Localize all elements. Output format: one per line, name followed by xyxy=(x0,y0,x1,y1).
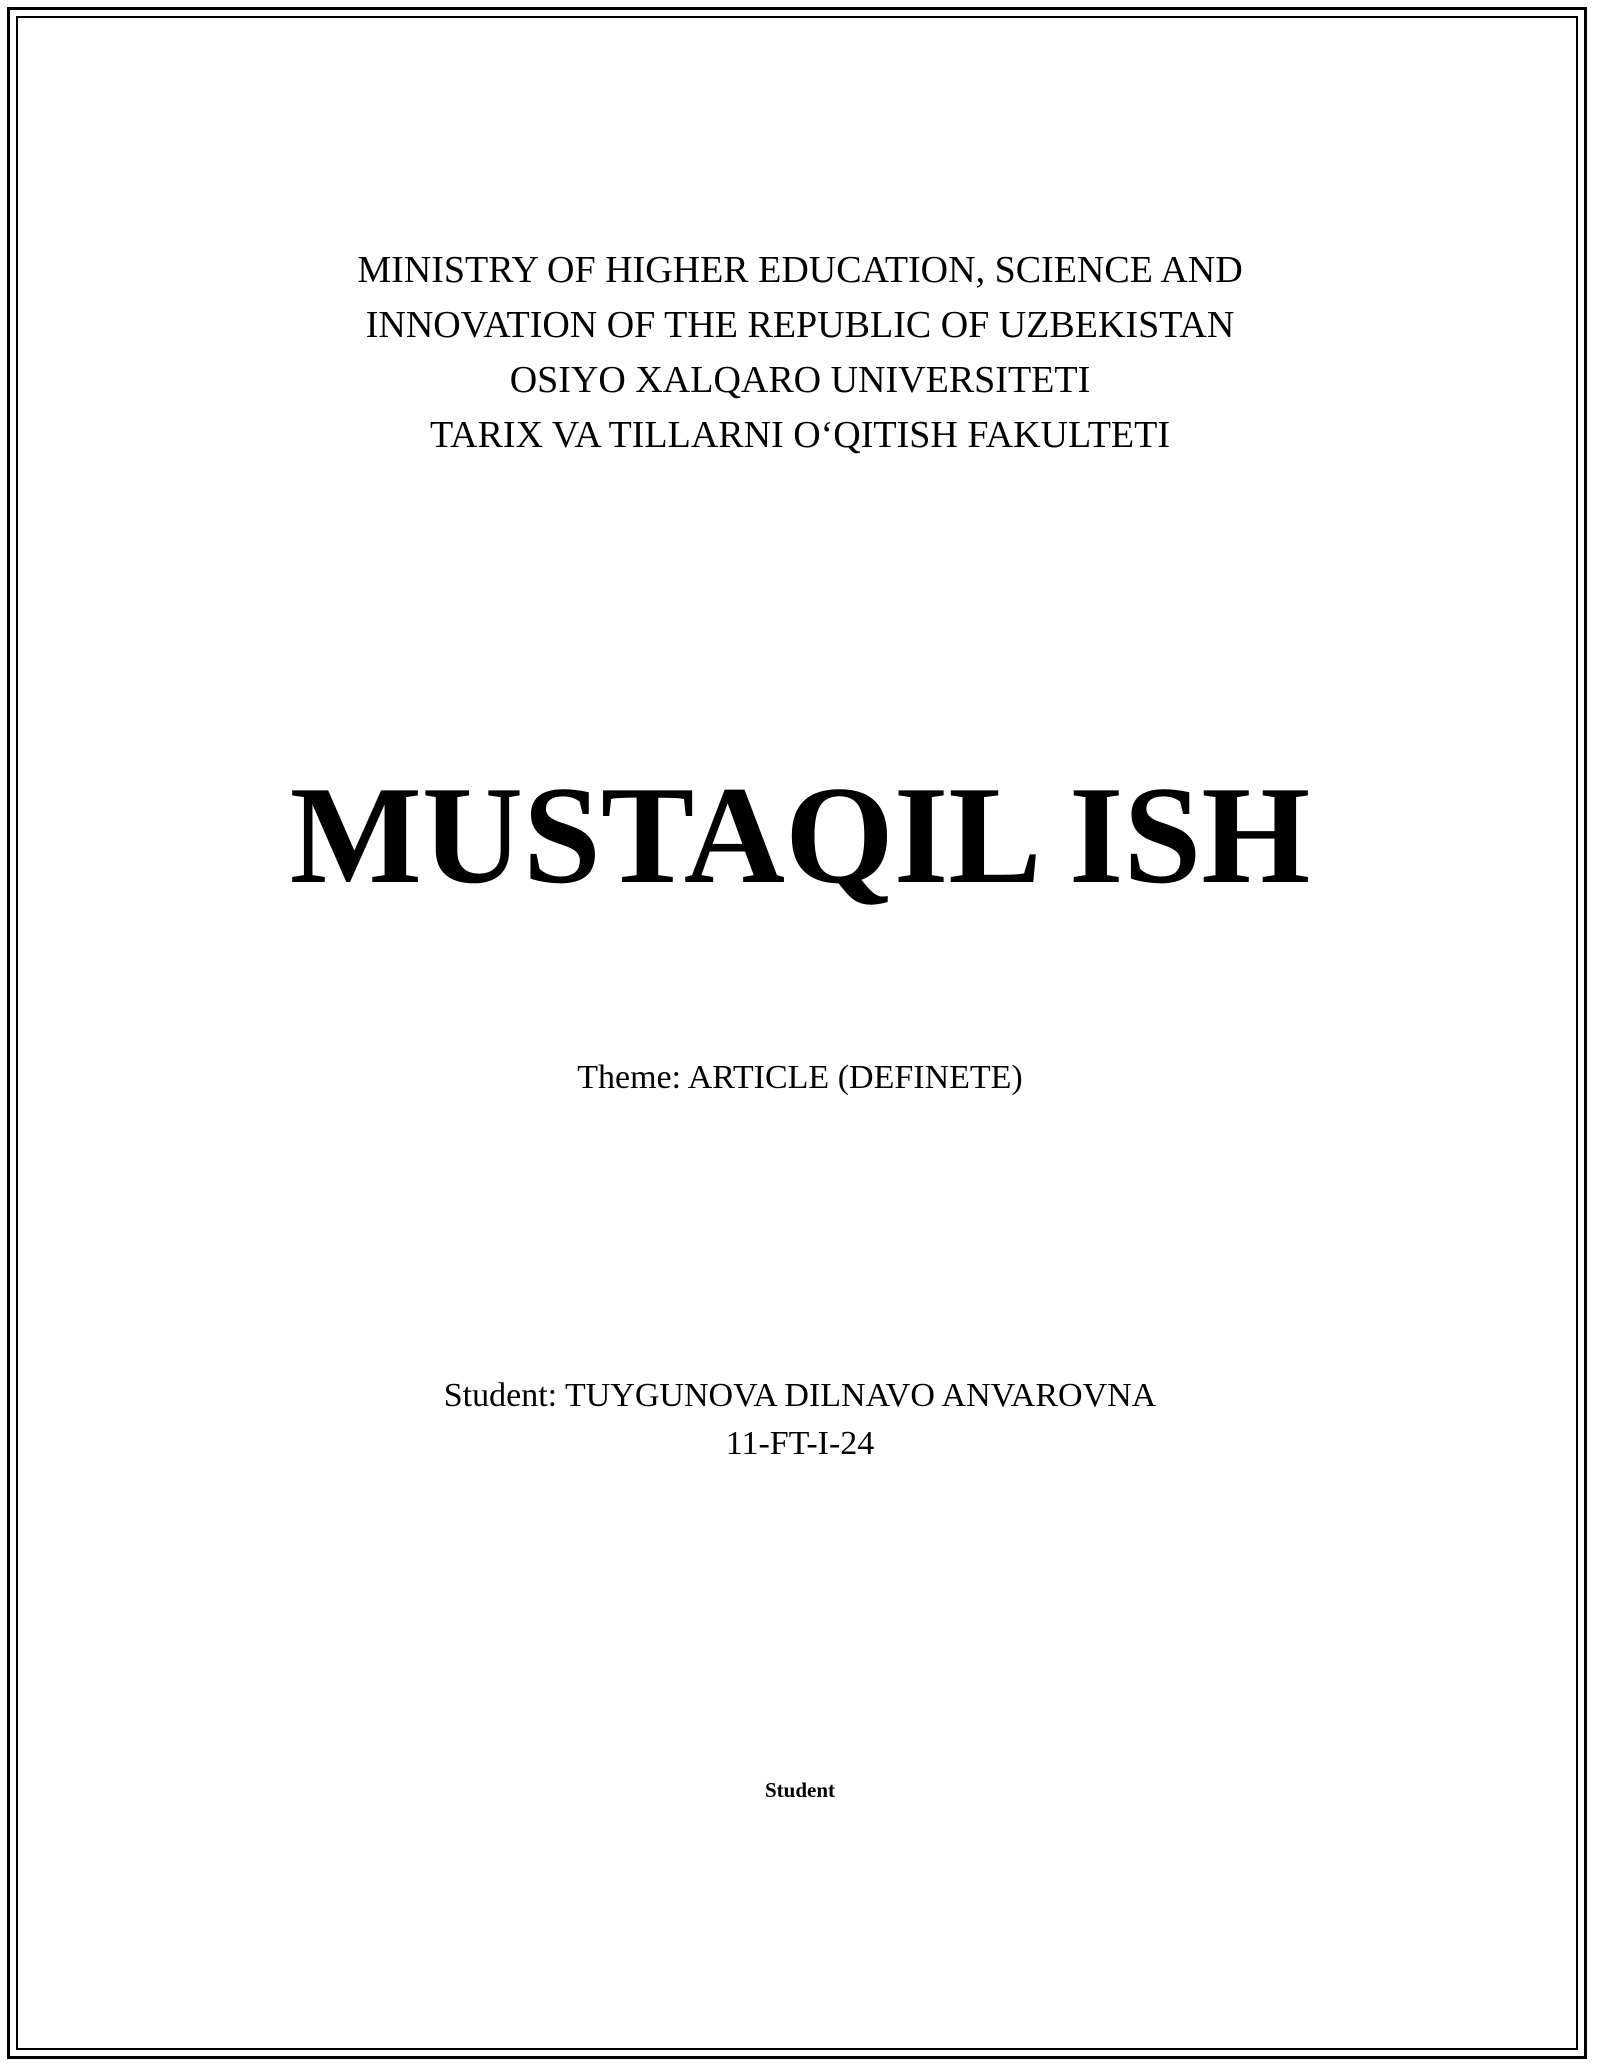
document-title: MUSTAQIL ISH xyxy=(289,758,1311,913)
ministry-line-2: INNOVATION OF THE REPUBLIC OF UZBEKISTAN xyxy=(365,304,1235,346)
faculty-name: TARIX VA TILLARNI O‘QITISH FAKULTETI xyxy=(429,414,1171,456)
student-group: 11-FT-I-24 xyxy=(725,1425,875,1462)
university-name: OSIYO XALQARO UNIVERSITETI xyxy=(509,359,1091,401)
institution-header xyxy=(0,243,1600,463)
student-name: Student: TUYGUNOVA DILNAVO ANVAROVNA xyxy=(443,1377,1157,1414)
student-info xyxy=(0,1372,1600,1468)
footer-student-label: Student xyxy=(764,1778,836,1802)
theme-line: Theme: ARTICLE (DEFINETE) xyxy=(577,1059,1023,1096)
ministry-line-1: MINISTRY OF HIGHER EDUCATION, SCIENCE AND xyxy=(357,249,1243,291)
